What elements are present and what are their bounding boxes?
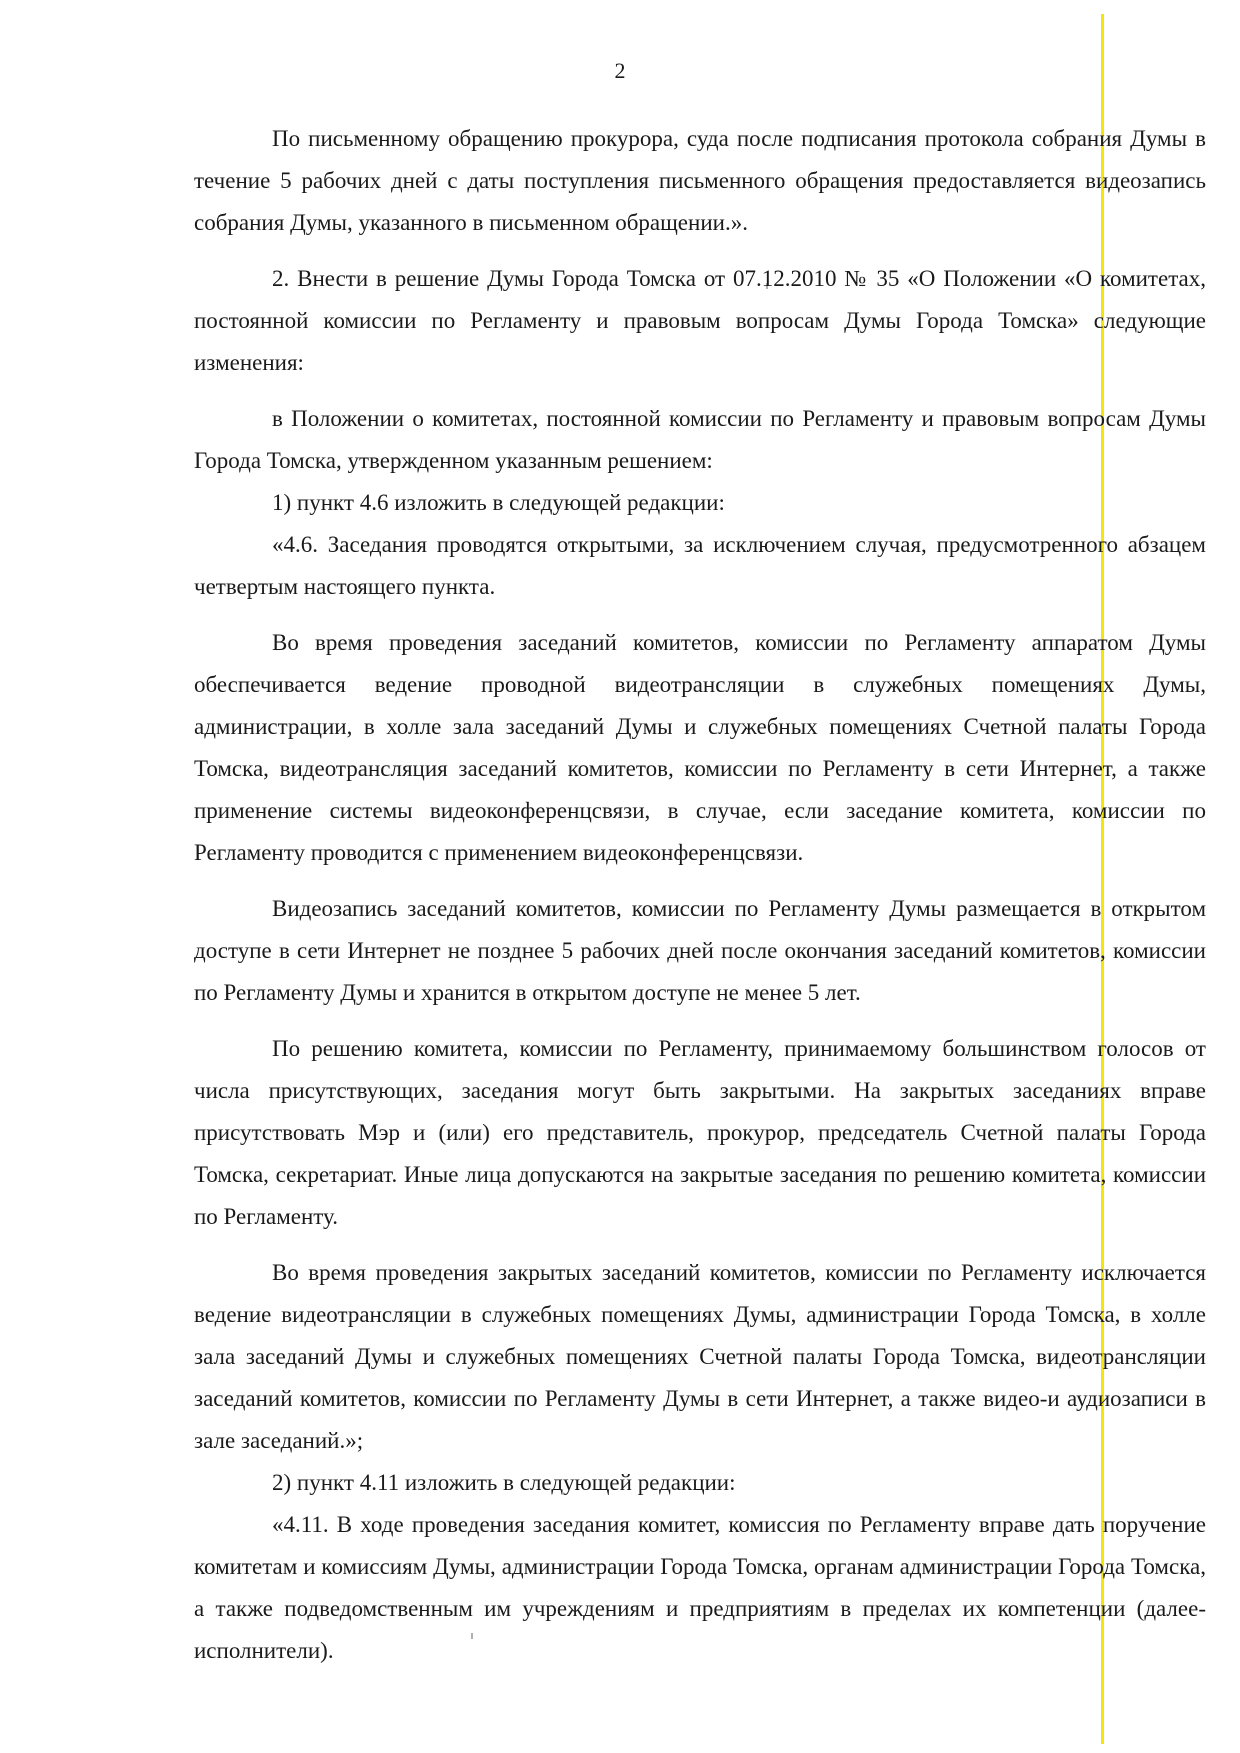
paragraph-4-6-closed-sessions: По решению комитета, комиссии по Регламенту, принимаемому большинством голосов от числа присутствующих, заседания могут быть закрытыми. На закрытых заседаниях вправе присутствовать Мэр и (или) его представитель, прокурор, председатель Счетной палаты Города Томска, секретариат. Иные лица допускаются на закрытые заседания по решению комитета, комиссии по Регламенту. xyxy=(194,1036,1206,1229)
paragraph-4-6-video-archive: Видеозапись заседаний комитетов, комиссии по Регламенту Думы размещается в открытом доступе в сети Интернет не позднее 5 рабочих дней после окончания заседаний комитетов, комиссии по Регламенту Думы и хранится в открытом доступе не менее 5 лет. xyxy=(194,896,1206,1005)
paragraph-amend-decision: 2. Внести в решение Думы Города Томска от 07.12.2010 № 35 «О Положении «О комитетах, постоянной комиссии по Регламенту и правовым вопросам Думы Города Томска» следующие изменения: xyxy=(194,266,1206,375)
paragraph-4-6-open-sessions: «4.6. Заседания проводятся открытыми, за исключением случая, предусмотренного абзацем четвертым настоящего пункта. xyxy=(194,532,1206,599)
page-number: 2 xyxy=(614,58,626,83)
paragraph-item-4-6-header: 1) пункт 4.6 изложить в следующей редакции: xyxy=(272,490,725,515)
paragraph-regulation-scope: в Положении о комитетах, постоянной комиссии по Регламенту и правовым вопросам Думы Города Томска, утвержденном указанным решением: xyxy=(194,406,1206,473)
paragraph-item-4-11-header: 2) пункт 4.11 изложить в следующей редакции: xyxy=(272,1470,736,1495)
document-body xyxy=(194,118,1206,1672)
paragraph-video-request: По письменному обращению прокурора, суда после подписания протокола собрания Думы в течение 5 рабочих дней с даты поступления письменного обращения предоставляется видеозапись собрания Думы, указанного в письменном обращении.». xyxy=(194,126,1206,235)
paragraph-4-6-broadcast: Во время проведения заседаний комитетов, комиссии по Регламенту аппаратом Думы обеспечивается ведение проводной видеотрансляции в служебных помещениях Думы, администрации, в холле зала заседаний Думы и служебных помещениях Счетной палаты Города Томска, видеотрансляция заседаний комитетов, комиссии по Регламенту в сети Интернет, а также применение системы видеоконференцсвязи, в случае, если заседание комитета, комиссии по Регламенту проводится с применением видеоконференцсвязи. xyxy=(194,630,1206,865)
paragraph-4-11-instructions: «4.11. В ходе проведения заседания комитет, комиссия по Регламенту вправе дать поручение комитетам и комиссиям Думы, администрации Города Томска, органам администрации Города Томска, а также подведомственным им учреждениям и предприятиям в пределах их компетенции (далее- исполнители). xyxy=(194,1512,1206,1663)
paragraph-4-6-closed-broadcast: Во время проведения закрытых заседаний комитетов, комиссии по Регламенту исключается ведение видеотрансляции в служебных помещениях Думы, администрации Города Томска, в холле зала заседаний Думы и служебных помещениях Счетной палаты Города Томска, видеотрансляции заседаний комитетов, комиссии по Регламенту Думы в сети Интернет, а также видео-и аудиозаписи в зале заседаний.»; xyxy=(194,1260,1206,1453)
